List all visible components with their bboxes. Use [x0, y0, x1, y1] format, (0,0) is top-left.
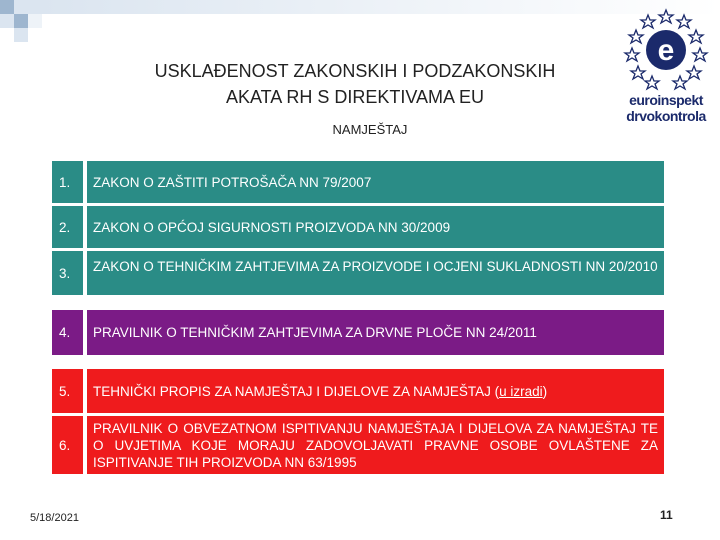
row-text: PRAVILNIK O OBVEZATNOM ISPITIVANJU NAMJEŠTAJA I DIJELOVA ZA NAMJEŠTAJ TE O UVJETIMA KOJE MORAJU ZADOVOLJAVATI PRAVNE OSOBE OVLAŠTENE ZA ISPITIVANJE TIH PROIZVODA NN 63/1995	[87, 416, 664, 474]
row-text: ZAKON O TEHNIČKIM ZAHTJEVIMA ZA PROIZVODE I OCJENI SUKLADNOSTI NN 20/2010	[87, 251, 664, 295]
row-text-main: TEHNIČKI PROPIS ZA NAMJEŠTAJ I DIJELOVE ZA NAMJEŠTAJ (	[93, 383, 500, 399]
row-number: 6.	[52, 416, 83, 474]
row-number: 5.	[52, 369, 83, 413]
row-text: ZAKON O OPĆOJ SIGURNOSTI PROIZVODA NN 30/2009	[87, 206, 664, 248]
page-subtitle: NAMJEŠTAJ	[332, 122, 408, 137]
row-text	[87, 369, 664, 413]
page-number: 11	[660, 508, 673, 522]
law-row-2	[52, 206, 664, 248]
page-title	[100, 58, 610, 110]
logo-text-line-2: drvokontrola	[626, 108, 706, 124]
corner-decoration	[0, 0, 720, 40]
logo-text-line-1: euroinspekt	[629, 92, 703, 108]
euroinspekt-logo	[618, 6, 714, 126]
footer-date: 5/18/2021	[30, 512, 79, 524]
row-number: 3.	[52, 251, 83, 295]
law-row-6	[52, 416, 664, 474]
euro-stars-logo-icon	[618, 6, 714, 92]
row-text-end: )	[542, 383, 548, 399]
row-number: 1.	[52, 161, 83, 203]
row-text: ZAKON O ZAŠTITI POTROŠAČA NN 79/2007	[87, 161, 664, 203]
law-row-1	[52, 161, 664, 203]
in-progress-link[interactable]: u izradi	[499, 383, 543, 399]
row-text: PRAVILNIK O TEHNIČKIM ZAHTJEVIMA ZA DRVNE PLOČE NN 24/2011	[87, 310, 664, 355]
row-number: 2.	[52, 206, 83, 248]
title-line-2: AKATA RH S DIREKTIVAMA EU	[225, 87, 485, 107]
law-row-3	[52, 251, 664, 295]
law-row-4	[52, 310, 664, 355]
logo-letter: e	[657, 34, 675, 67]
law-row-5	[52, 369, 664, 413]
title-line-1: USKLAĐENOST ZAKONSKIH I PODZAKONSKIH	[154, 61, 556, 81]
row-number: 4.	[52, 310, 83, 355]
